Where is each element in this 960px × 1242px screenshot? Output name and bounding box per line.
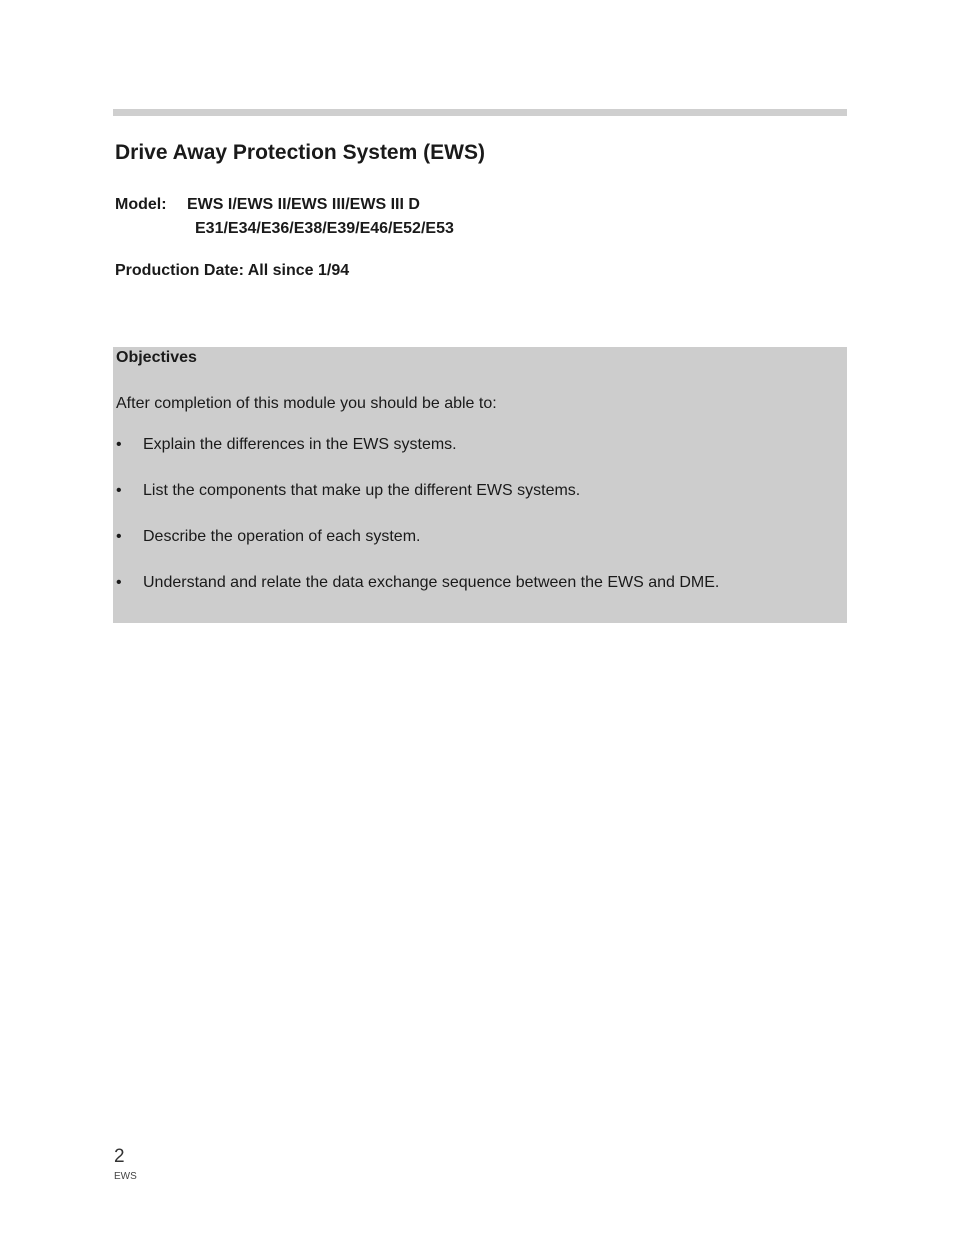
bullet-icon: • [116, 528, 122, 545]
objective-text: Describe the operation of each system. [143, 528, 421, 545]
objective-text: List the components that make up the different EWS systems. [143, 482, 581, 499]
model-block [115, 193, 454, 241]
objectives-heading: Objectives [116, 349, 197, 366]
production-date: Production Date: All since 1/94 [115, 262, 350, 279]
objective-text: Explain the differences in the EWS systems. [143, 436, 457, 453]
objective-item [116, 482, 580, 500]
objectives-box [113, 347, 847, 623]
footer-section-label: EWS [114, 1171, 137, 1182]
objective-item [116, 574, 719, 592]
bullet-icon: • [116, 574, 122, 591]
top-divider [113, 109, 847, 116]
page-number: 2 [114, 1146, 125, 1167]
objective-text: Understand and relate the data exchange sequence between the EWS and DME. [143, 574, 720, 591]
model-value-1: EWS I/EWS II/EWS III/EWS III D [187, 196, 420, 213]
objectives-intro: After completion of this module you should be able to: [116, 395, 497, 412]
objective-item [116, 528, 420, 546]
page-title: Drive Away Protection System (EWS) [115, 141, 485, 164]
model-line-1 [115, 193, 454, 217]
objective-item [116, 436, 457, 454]
bullet-icon: • [116, 482, 122, 499]
model-value-2: E31/E34/E36/E38/E39/E46/E52/E53 [195, 220, 454, 237]
model-label: Model: [115, 196, 167, 213]
bullet-icon: • [116, 436, 122, 453]
